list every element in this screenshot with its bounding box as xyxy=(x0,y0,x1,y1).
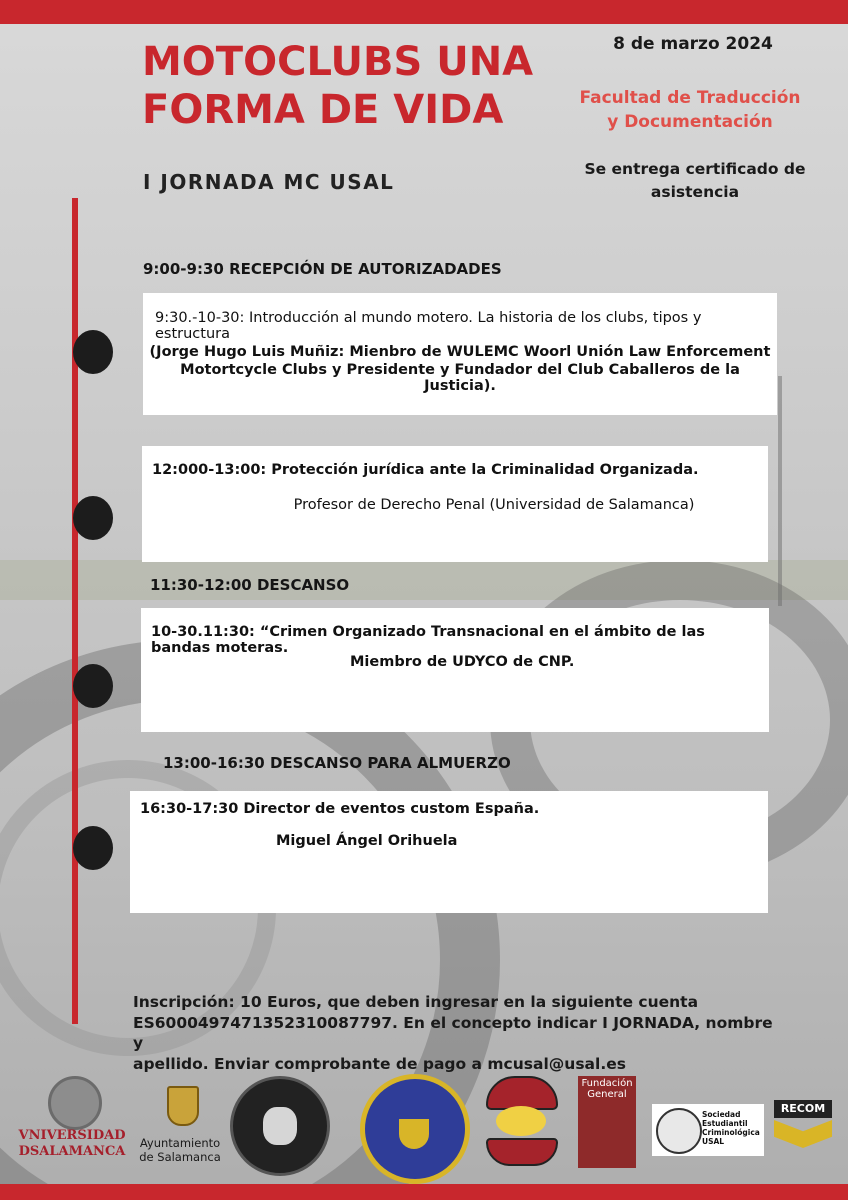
faculty-line-2: y Documentación xyxy=(607,112,773,132)
session-box-2 xyxy=(142,446,768,562)
background-street-lamp xyxy=(778,376,782,606)
reception-slot: 9:00-9:30 RECEPCIÓN DE AUTORIZADADES xyxy=(143,260,502,278)
caballeros-bottom-rocker xyxy=(486,1138,558,1166)
caballeros-top-rocker xyxy=(486,1076,558,1110)
recom-wordmark: RECOM xyxy=(774,1100,832,1118)
session-box-1 xyxy=(143,293,777,415)
certificate-line-1: Se entrega certificado de xyxy=(584,160,806,178)
usal-line-2: DSALAMANCA xyxy=(18,1144,126,1159)
skull-icon xyxy=(263,1107,297,1145)
session-box-3 xyxy=(141,608,769,732)
registration-line-2: ES6000497471352310087797. En el concepto indicar I JORNADA, nombre y xyxy=(133,1013,773,1052)
chevron-icon xyxy=(774,1120,832,1148)
session4-speaker: Miguel Ángel Orihuela xyxy=(276,833,458,849)
timeline-dot xyxy=(73,826,113,870)
sociedad-wordmark: Sociedad Estudiantil Criminológica USAL xyxy=(702,1110,760,1146)
city-shield-icon xyxy=(167,1086,199,1126)
title-line-1: MOTOCLUBS UNA xyxy=(142,39,534,85)
event-date: 8 de marzo 2024 xyxy=(613,34,773,54)
session1-title: 9:30.-10-30: Introducción al mundo motero. La historia de los clubs, tipos y estructura xyxy=(155,310,702,342)
lunch-slot: 13:00-16:30 DESCANSO PARA ALMUERZO xyxy=(163,754,511,772)
law-enforcement-badge xyxy=(360,1074,470,1184)
universidad-salamanca-logo xyxy=(18,1076,126,1168)
timeline-dot xyxy=(73,496,113,540)
poster-title xyxy=(142,38,572,134)
certificate-note xyxy=(580,158,810,204)
caballeros-justicia-logo xyxy=(486,1076,556,1166)
faculty-line-1: Facultad de Traducción xyxy=(579,88,801,108)
recom-logo xyxy=(774,1100,834,1148)
fundacion-general-logo xyxy=(578,1076,636,1168)
usal-line-1: VNIVERSIDAD xyxy=(18,1128,126,1143)
session3-title: 10-30.11:30: “Crimen Organizado Transnacional en el ámbito de las bandas moteras. xyxy=(151,624,705,656)
registration-line-1: Inscripción: 10 Euros, que deben ingresar en la siguiente cuenta xyxy=(133,993,699,1011)
session4-title: 16:30-17:30 Director de eventos custom España. xyxy=(140,801,540,817)
timeline-dot xyxy=(73,330,113,374)
usal-wordmark xyxy=(18,1128,126,1160)
title-line-2: FORMA DE VIDA xyxy=(142,87,504,133)
registration-line-3: apellido. Enviar comprobante de pago a mcusal@usal.es xyxy=(133,1054,626,1073)
university-seal-icon xyxy=(48,1076,102,1130)
venue-faculty xyxy=(560,86,820,134)
society-seal-icon xyxy=(656,1108,702,1154)
ayto-line-1: Ayuntamiento xyxy=(139,1136,221,1150)
ayuntamiento-wordmark xyxy=(134,1136,226,1164)
skull-club-badge xyxy=(230,1076,330,1176)
event-subtitle: I JORNADA MC USAL xyxy=(143,170,395,194)
ayuntamiento-salamanca-logo xyxy=(134,1086,226,1170)
session2-title: 12:000-13:00: Protección jurídica ante la Criminalidad Organizada. xyxy=(152,462,699,478)
top-red-bar xyxy=(0,0,848,24)
session-box-4 xyxy=(130,791,768,913)
certificate-line-2: asistencia xyxy=(650,183,740,201)
timeline-line xyxy=(72,198,78,1024)
ayto-line-2: de Salamanca xyxy=(139,1150,221,1164)
sociedad-criminologica-logo xyxy=(652,1104,764,1156)
fundacion-wordmark xyxy=(578,1078,636,1100)
timeline-dot xyxy=(73,664,113,708)
registration-info xyxy=(133,992,773,1074)
session2-speaker: Profesor de Derecho Penal (Universidad de Salamanca) xyxy=(293,497,695,513)
bottom-red-bar xyxy=(0,1184,848,1200)
session1-speaker-line-1: (Jorge Hugo Luis Muñiz: Mienbro de WULEMC Woorl Unión Law Enforcement xyxy=(149,344,771,360)
session1-speaker-line-2: Motortcycle Clubs y Presidente y Fundador del Club Caballeros de la Justicia). xyxy=(180,362,740,394)
fundacion-line-1: Fundación xyxy=(581,1078,633,1089)
chalice-icon xyxy=(399,1119,429,1149)
caballeros-center-emblem xyxy=(496,1106,546,1136)
fundacion-line-2: General xyxy=(587,1089,627,1100)
break-slot: 11:30-12:00 DESCANSO xyxy=(150,576,350,594)
session3-speaker: Miembro de UDYCO de CNP. xyxy=(350,654,575,670)
